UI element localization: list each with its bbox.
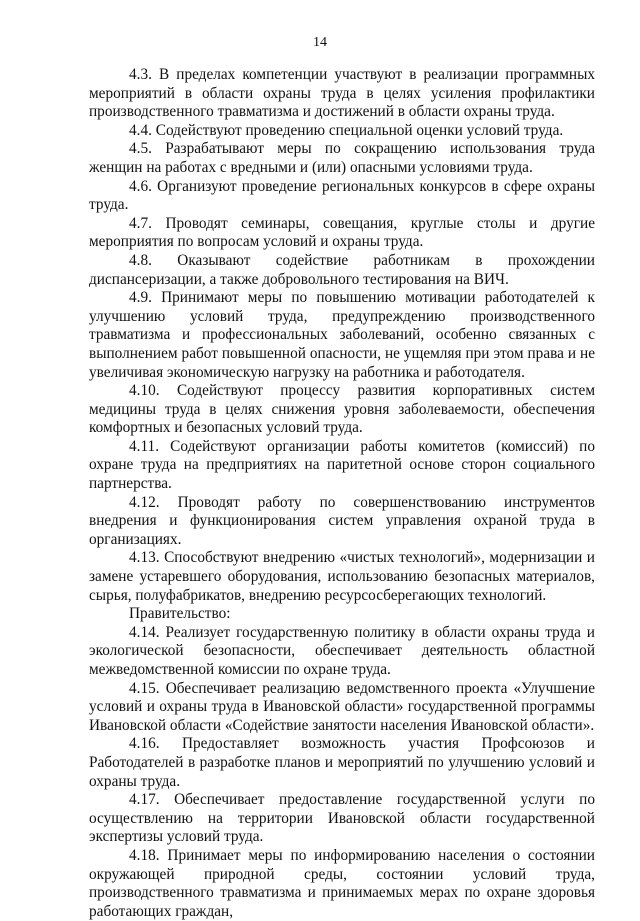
- paragraph-4-3: 4.3. В пределах компетенции участвуют в реализации программных мероприятий в области охраны труда в целях усиления профилактики производственного травматизма и достижений в области охраны труда.: [89, 66, 595, 121]
- government-heading: Правительство:: [129, 605, 231, 623]
- paragraph-4-6: 4.6. Организуют проведение региональных конкурсов в сфере охраны труда.: [89, 177, 595, 214]
- paragraph-4-11: 4.11. Содействуют организации работы комитетов (комиссий) по охране труда на предприятиях на паритетной основе сторон социального партнерства.: [89, 437, 595, 493]
- paragraph-4-5: 4.5. Разрабатывают меры по сокращению использования труда женщин на работах с вредными и (или) опасными условиями труда.: [89, 140, 595, 176]
- paragraph-4-15: 4.15. Обеспечивает реализацию ведомственного проекта «Улучшение условий и охраны труда в Ивановской области» государственной программы Ивановской области «Содействие занятости населения Ивановской области».: [89, 679, 595, 734]
- paragraph-4-9: 4.9. Принимают меры по повышению мотивации работодателей к улучшению условий труда, предупреждению производственного травматизма и профессиональных заболеваний, особенно связанных с выполнением работ повышенной опасности, не ущемляя при этом права и не увеличивая экономическую нагрузку на работника и работодателя.: [89, 289, 595, 381]
- paragraph-4-7: 4.7. Проводят семинары, совещания, круглые столы и другие мероприятия по вопросам условий и охраны труда.: [89, 214, 595, 251]
- paragraph-4-17: 4.17. Обеспечивает предоставление государственной услуги по осуществлению на территории Ивановской области государственной экспертизы условий труда.: [89, 791, 595, 846]
- paragraph-4-10: 4.10. Содействуют процессу развития корпоративных систем медицины труда в целях снижения уровня заболеваемости, обеспечения комфортных и безопасных условий труда.: [89, 382, 595, 437]
- paragraph-4-4: 4.4. Содействуют проведению специальной оценки условий труда.: [129, 121, 564, 139]
- paragraph-4-14: 4.14. Реализует государственную политику в области охраны труда и экологической безопасности, обеспечивает деятельность областной межведомственной комиссии по охране труда.: [89, 623, 595, 678]
- page-number: 14: [313, 35, 327, 50]
- paragraph-4-16: 4.16. Предоставляет возможность участия Профсоюзов и Работодателей в разработке планов и мероприятий по улучшению условий и охраны труда.: [89, 735, 595, 790]
- paragraph-4-12: 4.12. Проводят работу по совершенствованию инструментов внедрения и функционирования систем управления охраной труда в организациях.: [89, 493, 595, 548]
- paragraph-4-18: 4.18. Принимает меры по информированию населения о состоянии окружающей природной среды, состоянии условий труда, производственного травматизма и принимаемых мерах по охране здоровья работающих граждан,: [89, 846, 595, 920]
- paragraph-4-13: 4.13. Способствуют внедрению «чистых технологий», модернизации и замене устаревшего оборудования, использованию безопасных материалов, сырья, полуфабрикатов, внедрению ресурсосберегающих технологий.: [89, 549, 595, 604]
- document-body: [89, 66, 595, 921]
- paragraph-4-8: 4.8. Оказывают содействие работникам в прохождении диспансеризации, а также добровольного тестирования на ВИЧ.: [89, 251, 595, 288]
